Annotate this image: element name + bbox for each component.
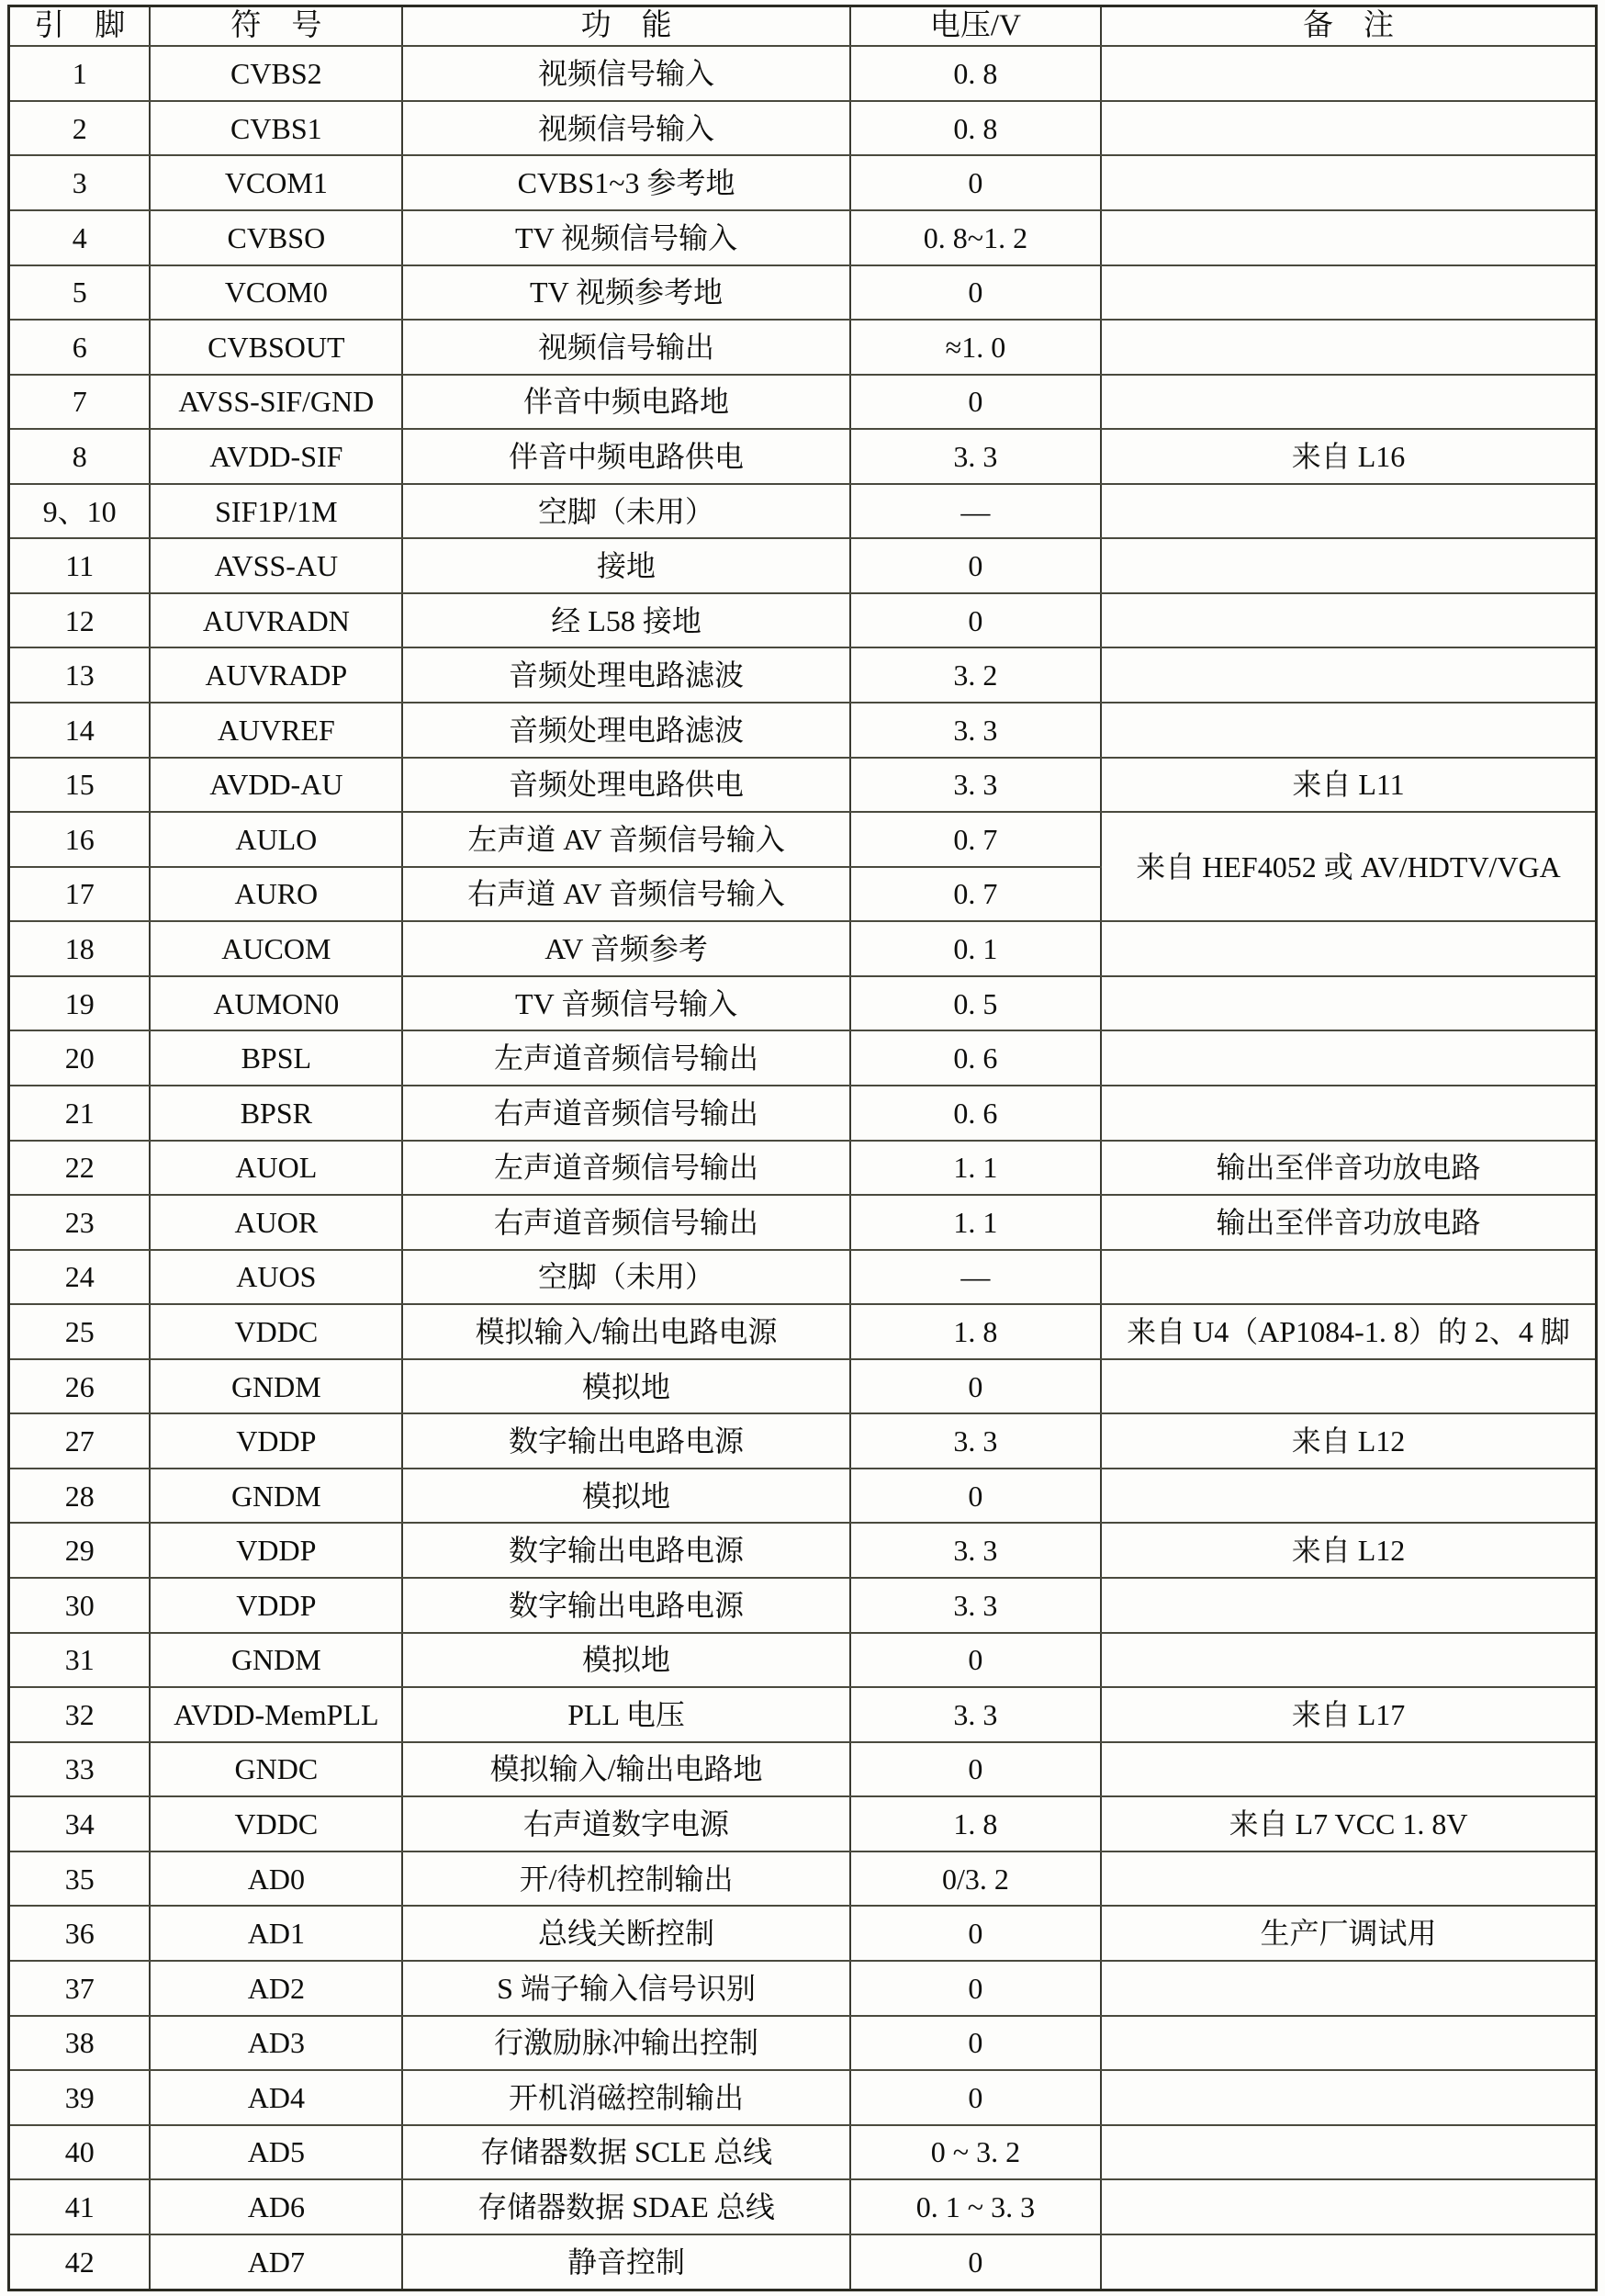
table-row [9,538,1597,593]
voltage-cell: 1. 1 [850,1195,1101,1250]
table-row [9,320,1597,375]
table-row [9,1687,1597,1742]
remark-cell [1101,1030,1596,1086]
remark-cell [1101,2070,1596,2125]
pin-cell: 24 [9,1250,151,1305]
symbol-cell: AD0 [150,1851,402,1907]
pin-cell: 38 [9,2016,151,2071]
remark-cell [1101,703,1596,758]
symbol-cell: AD5 [150,2125,402,2180]
pin-cell: 18 [9,921,151,976]
table-row [9,812,1597,867]
table-row [9,46,1597,101]
voltage-cell: 0 [850,1742,1101,1797]
voltage-cell: — [850,484,1101,539]
table-row [9,1250,1597,1305]
function-cell: 音频处理电路滤波 [402,703,850,758]
symbol-cell: VDDC [150,1796,402,1851]
function-cell: 右声道音频信号输出 [402,1086,850,1141]
pin-cell: 25 [9,1304,151,1359]
symbol-cell: VDDP [150,1523,402,1578]
remark-cell [1101,320,1596,375]
voltage-cell: 0 [850,1359,1101,1414]
remark-cell: 来自 L12 [1101,1413,1596,1469]
function-cell: TV 音频信号输入 [402,976,850,1031]
remark-cell [1101,1633,1596,1688]
remark-cell: 来自 HEF4052 或 AV/HDTV/VGA [1101,812,1596,921]
remark-cell: 生产厂调试用 [1101,1906,1596,1961]
pin-cell: 2 [9,101,151,156]
voltage-cell: 0. 5 [850,976,1101,1031]
function-cell: 右声道音频信号输出 [402,1195,850,1250]
table-row [9,1359,1597,1414]
table-row [9,1195,1597,1250]
pin-function-table [7,5,1598,2291]
remark-cell [1101,375,1596,430]
voltage-cell: 0. 6 [850,1086,1101,1141]
table-row [9,1030,1597,1086]
symbol-cell: VDDC [150,1304,402,1359]
remark-cell [1101,2016,1596,2071]
symbol-cell: CVBSOUT [150,320,402,375]
voltage-cell: 0 ~ 3. 2 [850,2125,1101,2180]
table-row [9,375,1597,430]
function-cell: TV 视频参考地 [402,265,850,321]
symbol-cell: AVSS-SIF/GND [150,375,402,430]
symbol-cell: BPSR [150,1086,402,1141]
remark-cell [1101,1961,1596,2016]
remark-cell [1101,593,1596,648]
remark-cell [1101,538,1596,593]
pin-cell: 15 [9,758,151,813]
voltage-cell: 3. 3 [850,758,1101,813]
table-row [9,2070,1597,2125]
voltage-cell: 0 [850,375,1101,430]
remark-cell: 来自 L12 [1101,1523,1596,1578]
symbol-cell: AVDD-AU [150,758,402,813]
table-row [9,1086,1597,1141]
pin-cell: 26 [9,1359,151,1414]
voltage-cell: 0 [850,1906,1101,1961]
function-cell: 存储器数据 SDAE 总线 [402,2179,850,2234]
function-cell: 开机消磁控制输出 [402,2070,850,2125]
remark-cell [1101,46,1596,101]
remark-cell: 来自 L7 VCC 1. 8V [1101,1796,1596,1851]
table-row [9,593,1597,648]
pin-cell: 32 [9,1687,151,1742]
function-cell: 左声道 AV 音频信号输入 [402,812,850,867]
voltage-cell: 0 [850,593,1101,648]
table-body [9,46,1597,2290]
pin-cell: 7 [9,375,151,430]
pin-cell: 20 [9,1030,151,1086]
voltage-cell: 1. 8 [850,1796,1101,1851]
voltage-cell: 3. 2 [850,647,1101,703]
symbol-cell: AD6 [150,2179,402,2234]
voltage-cell: 0 [850,1961,1101,2016]
remark-cell: 来自 L17 [1101,1687,1596,1742]
voltage-cell: 1. 8 [850,1304,1101,1359]
function-cell: TV 视频信号输入 [402,210,850,265]
pin-cell: 35 [9,1851,151,1907]
remark-cell: 输出至伴音功放电路 [1101,1195,1596,1250]
symbol-cell: GNDM [150,1359,402,1414]
function-cell: 经 L58 接地 [402,593,850,648]
function-cell: 伴音中频电路地 [402,375,850,430]
table-row [9,1961,1597,2016]
table-row [9,1851,1597,1907]
remark-cell [1101,101,1596,156]
table-row [9,1469,1597,1524]
table-row [9,2125,1597,2180]
symbol-cell: CVBS2 [150,46,402,101]
voltage-cell: 0. 7 [850,867,1101,922]
symbol-cell: AUOL [150,1141,402,1196]
table-row [9,1304,1597,1359]
voltage-cell: 3. 3 [850,1413,1101,1469]
symbol-cell: VDDP [150,1578,402,1633]
symbol-cell: CVBSO [150,210,402,265]
pin-cell: 22 [9,1141,151,1196]
remark-cell [1101,1086,1596,1141]
function-cell: 开/待机控制输出 [402,1851,850,1907]
function-cell: 接地 [402,538,850,593]
pin-cell: 39 [9,2070,151,2125]
voltage-cell: — [850,1250,1101,1305]
table-row [9,101,1597,156]
pin-cell: 9、10 [9,484,151,539]
table-row [9,265,1597,321]
voltage-cell: 0. 8 [850,46,1101,101]
remark-cell: 来自 L16 [1101,429,1596,484]
voltage-cell: 3. 3 [850,1687,1101,1742]
symbol-cell: VDDP [150,1413,402,1469]
remark-cell [1101,1469,1596,1524]
function-cell: 模拟地 [402,1633,850,1688]
header-symbol: 符 号 [150,6,402,47]
function-cell: 模拟输入/输出电路电源 [402,1304,850,1359]
pin-cell: 29 [9,1523,151,1578]
remark-cell [1101,2125,1596,2180]
function-cell: 总线关断控制 [402,1906,850,1961]
voltage-cell: 0 [850,538,1101,593]
table-row [9,1141,1597,1196]
pin-cell: 36 [9,1906,151,1961]
voltage-cell: 3. 3 [850,703,1101,758]
table-row [9,155,1597,210]
voltage-cell: 0. 1 [850,921,1101,976]
pin-cell: 5 [9,265,151,321]
voltage-cell: 0 [850,2070,1101,2125]
function-cell: 空脚（未用） [402,1250,850,1305]
pin-cell: 27 [9,1413,151,1469]
header-remark: 备 注 [1101,6,1596,47]
table-row [9,1742,1597,1797]
pin-cell: 3 [9,155,151,210]
voltage-cell: 0. 6 [850,1030,1101,1086]
function-cell: 数字输出电路电源 [402,1578,850,1633]
voltage-cell: 0. 7 [850,812,1101,867]
function-cell: 伴音中频电路供电 [402,429,850,484]
table-row [9,1523,1597,1578]
remark-cell [1101,210,1596,265]
function-cell: S 端子输入信号识别 [402,1961,850,2016]
pin-cell: 19 [9,976,151,1031]
pin-cell: 21 [9,1086,151,1141]
pin-cell: 33 [9,1742,151,1797]
symbol-cell: VCOM0 [150,265,402,321]
function-cell: 模拟地 [402,1359,850,1414]
function-cell: 左声道音频信号输出 [402,1141,850,1196]
table-row [9,1796,1597,1851]
table-row [9,2016,1597,2071]
table-row [9,210,1597,265]
voltage-cell: 0. 1 ~ 3. 3 [850,2179,1101,2234]
symbol-cell: AD4 [150,2070,402,2125]
symbol-cell: GNDM [150,1469,402,1524]
remark-cell: 输出至伴音功放电路 [1101,1141,1596,1196]
pin-cell: 13 [9,647,151,703]
function-cell: 左声道音频信号输出 [402,1030,850,1086]
voltage-cell: ≈1. 0 [850,320,1101,375]
function-cell: 模拟输入/输出电路地 [402,1742,850,1797]
table-row [9,429,1597,484]
function-cell: 存储器数据 SCLE 总线 [402,2125,850,2180]
symbol-cell: AULO [150,812,402,867]
symbol-cell: AVDD-MemPLL [150,1687,402,1742]
symbol-cell: GNDC [150,1742,402,1797]
table-row [9,1578,1597,1633]
symbol-cell: AUVRADP [150,647,402,703]
remark-cell: 来自 L11 [1101,758,1596,813]
function-cell: 数字输出电路电源 [402,1523,850,1578]
voltage-cell: 0 [850,155,1101,210]
remark-cell [1101,647,1596,703]
remark-cell [1101,2179,1596,2234]
table-row [9,703,1597,758]
header-row [9,6,1597,47]
symbol-cell: AUVREF [150,703,402,758]
symbol-cell: AURO [150,867,402,922]
table-row [9,2179,1597,2234]
voltage-cell: 0 [850,2016,1101,2071]
symbol-cell: AVDD-SIF [150,429,402,484]
pin-cell: 14 [9,703,151,758]
symbol-cell: BPSL [150,1030,402,1086]
voltage-cell: 0/3. 2 [850,1851,1101,1907]
function-cell: PLL 电压 [402,1687,850,1742]
voltage-cell: 0. 8~1. 2 [850,210,1101,265]
function-cell: 视频信号输出 [402,320,850,375]
symbol-cell: AD3 [150,2016,402,2071]
pin-cell: 16 [9,812,151,867]
function-cell: 行激励脉冲输出控制 [402,2016,850,2071]
symbol-cell: SIF1P/1M [150,484,402,539]
function-cell: 右声道数字电源 [402,1796,850,1851]
voltage-cell: 3. 3 [850,1523,1101,1578]
function-cell: 静音控制 [402,2234,850,2290]
remark-cell [1101,1578,1596,1633]
symbol-cell: CVBS1 [150,101,402,156]
symbol-cell: VCOM1 [150,155,402,210]
table-row [9,1906,1597,1961]
pin-cell: 28 [9,1469,151,1524]
pin-cell: 12 [9,593,151,648]
pin-cell: 41 [9,2179,151,2234]
remark-cell [1101,1359,1596,1414]
pin-cell: 4 [9,210,151,265]
symbol-cell: AD1 [150,1906,402,1961]
table-row [9,2234,1597,2290]
function-cell: 模拟地 [402,1469,850,1524]
voltage-cell: 3. 3 [850,1578,1101,1633]
pin-cell: 40 [9,2125,151,2180]
remark-cell [1101,484,1596,539]
pin-cell: 37 [9,1961,151,2016]
voltage-cell: 0 [850,1469,1101,1524]
header-voltage: 电压/V [850,6,1101,47]
symbol-cell: AD7 [150,2234,402,2290]
function-cell: 视频信号输入 [402,101,850,156]
table-row [9,1413,1597,1469]
pin-cell: 34 [9,1796,151,1851]
pin-cell: 30 [9,1578,151,1633]
pin-cell: 1 [9,46,151,101]
remark-cell [1101,976,1596,1031]
function-cell: 数字输出电路电源 [402,1413,850,1469]
remark-cell [1101,1742,1596,1797]
table-row [9,647,1597,703]
table-row [9,921,1597,976]
table-row [9,484,1597,539]
function-cell: AV 音频参考 [402,921,850,976]
symbol-cell: AUOR [150,1195,402,1250]
header-function: 功 能 [402,6,850,47]
voltage-cell: 1. 1 [850,1141,1101,1196]
voltage-cell: 0. 8 [850,101,1101,156]
voltage-cell: 3. 3 [850,429,1101,484]
voltage-cell: 0 [850,1633,1101,1688]
function-cell: CVBS1~3 参考地 [402,155,850,210]
symbol-cell: AD2 [150,1961,402,2016]
voltage-cell: 0 [850,2234,1101,2290]
symbol-cell: AVSS-AU [150,538,402,593]
remark-cell [1101,2234,1596,2290]
function-cell: 音频处理电路供电 [402,758,850,813]
remark-cell [1101,1250,1596,1305]
symbol-cell: AUCOM [150,921,402,976]
pin-cell: 11 [9,538,151,593]
function-cell: 右声道 AV 音频信号输入 [402,867,850,922]
remark-cell [1101,265,1596,321]
function-cell: 视频信号输入 [402,46,850,101]
remark-cell: 来自 U4（AP1084-1. 8）的 2、4 脚 [1101,1304,1596,1359]
pin-cell: 23 [9,1195,151,1250]
header-pin: 引 脚 [9,6,151,47]
pin-function-table-wrap [7,5,1598,2291]
pin-cell: 8 [9,429,151,484]
table-row [9,758,1597,813]
voltage-cell: 0 [850,265,1101,321]
remark-cell [1101,1851,1596,1907]
pin-cell: 6 [9,320,151,375]
function-cell: 空脚（未用） [402,484,850,539]
symbol-cell: AUMON0 [150,976,402,1031]
table-row [9,1633,1597,1688]
symbol-cell: AUVRADN [150,593,402,648]
pin-cell: 42 [9,2234,151,2290]
pin-cell: 17 [9,867,151,922]
pin-cell: 31 [9,1633,151,1688]
symbol-cell: GNDM [150,1633,402,1688]
remark-cell [1101,155,1596,210]
symbol-cell: AUOS [150,1250,402,1305]
table-row [9,976,1597,1031]
remark-cell [1101,921,1596,976]
function-cell: 音频处理电路滤波 [402,647,850,703]
